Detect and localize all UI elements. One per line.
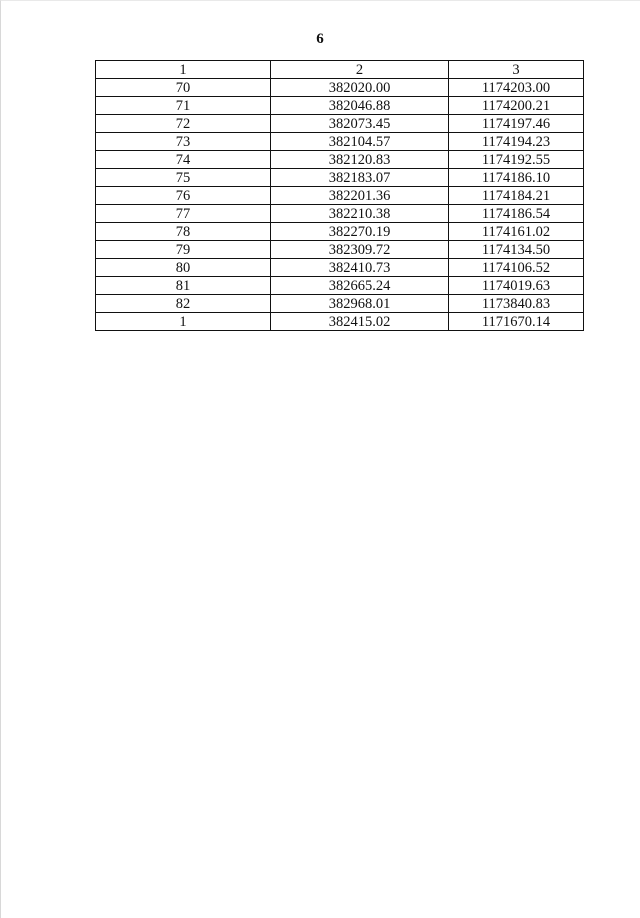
point-number-cell: 76 (96, 187, 271, 205)
x-coordinate-cell: 382968.01 (271, 295, 449, 313)
y-coordinate-cell: 1174200.21 (449, 97, 584, 115)
y-coordinate-cell: 1171670.14 (449, 313, 584, 331)
y-coordinate-cell: 1174019.63 (449, 277, 584, 295)
x-coordinate-cell: 382073.45 (271, 115, 449, 133)
point-number-cell: 78 (96, 223, 271, 241)
x-coordinate-cell: 382665.24 (271, 277, 449, 295)
x-coordinate-cell: 382415.02 (271, 313, 449, 331)
y-coordinate-cell: 1174197.46 (449, 115, 584, 133)
table-row (96, 277, 584, 295)
table-row (96, 151, 584, 169)
x-coordinate-cell: 382410.73 (271, 259, 449, 277)
x-coordinate-cell: 382120.83 (271, 151, 449, 169)
y-coordinate-cell: 1174161.02 (449, 223, 584, 241)
point-number-cell: 80 (96, 259, 271, 277)
table-header-row (96, 61, 584, 79)
point-number-cell: 77 (96, 205, 271, 223)
table-row (96, 79, 584, 97)
x-coordinate-cell: 382201.36 (271, 187, 449, 205)
x-coordinate-cell: 382046.88 (271, 97, 449, 115)
header-cell-y: 3 (449, 61, 584, 79)
point-number-cell: 79 (96, 241, 271, 259)
point-number-cell: 73 (96, 133, 271, 151)
y-coordinate-cell: 1174194.23 (449, 133, 584, 151)
table-row (96, 223, 584, 241)
y-coordinate-cell: 1174184.21 (449, 187, 584, 205)
point-number-cell: 75 (96, 169, 271, 187)
y-coordinate-cell: 1173840.83 (449, 295, 584, 313)
table-row (96, 295, 584, 313)
table-row (96, 115, 584, 133)
coordinates-table (95, 60, 584, 331)
y-coordinate-cell: 1174106.52 (449, 259, 584, 277)
y-coordinate-cell: 1174203.00 (449, 79, 584, 97)
point-number-cell: 82 (96, 295, 271, 313)
x-coordinate-cell: 382210.38 (271, 205, 449, 223)
table-row (96, 187, 584, 205)
table-row (96, 205, 584, 223)
x-coordinate-cell: 382020.00 (271, 79, 449, 97)
table-row (96, 241, 584, 259)
point-number-cell: 70 (96, 79, 271, 97)
x-coordinate-cell: 382183.07 (271, 169, 449, 187)
table-row (96, 169, 584, 187)
y-coordinate-cell: 1174186.10 (449, 169, 584, 187)
point-number-cell: 71 (96, 97, 271, 115)
y-coordinate-cell: 1174134.50 (449, 241, 584, 259)
table-row (96, 97, 584, 115)
table-row (96, 133, 584, 151)
x-coordinate-cell: 382309.72 (271, 241, 449, 259)
y-coordinate-cell: 1174192.55 (449, 151, 584, 169)
x-coordinate-cell: 382270.19 (271, 223, 449, 241)
point-number-cell: 1 (96, 313, 271, 331)
x-coordinate-cell: 382104.57 (271, 133, 449, 151)
point-number-cell: 81 (96, 277, 271, 295)
point-number-cell: 74 (96, 151, 271, 169)
point-number-cell: 72 (96, 115, 271, 133)
table-row (96, 313, 584, 331)
header-cell-x: 2 (271, 61, 449, 79)
y-coordinate-cell: 1174186.54 (449, 205, 584, 223)
header-cell-point: 1 (96, 61, 271, 79)
table-row (96, 259, 584, 277)
page-number: 6 (316, 31, 324, 47)
